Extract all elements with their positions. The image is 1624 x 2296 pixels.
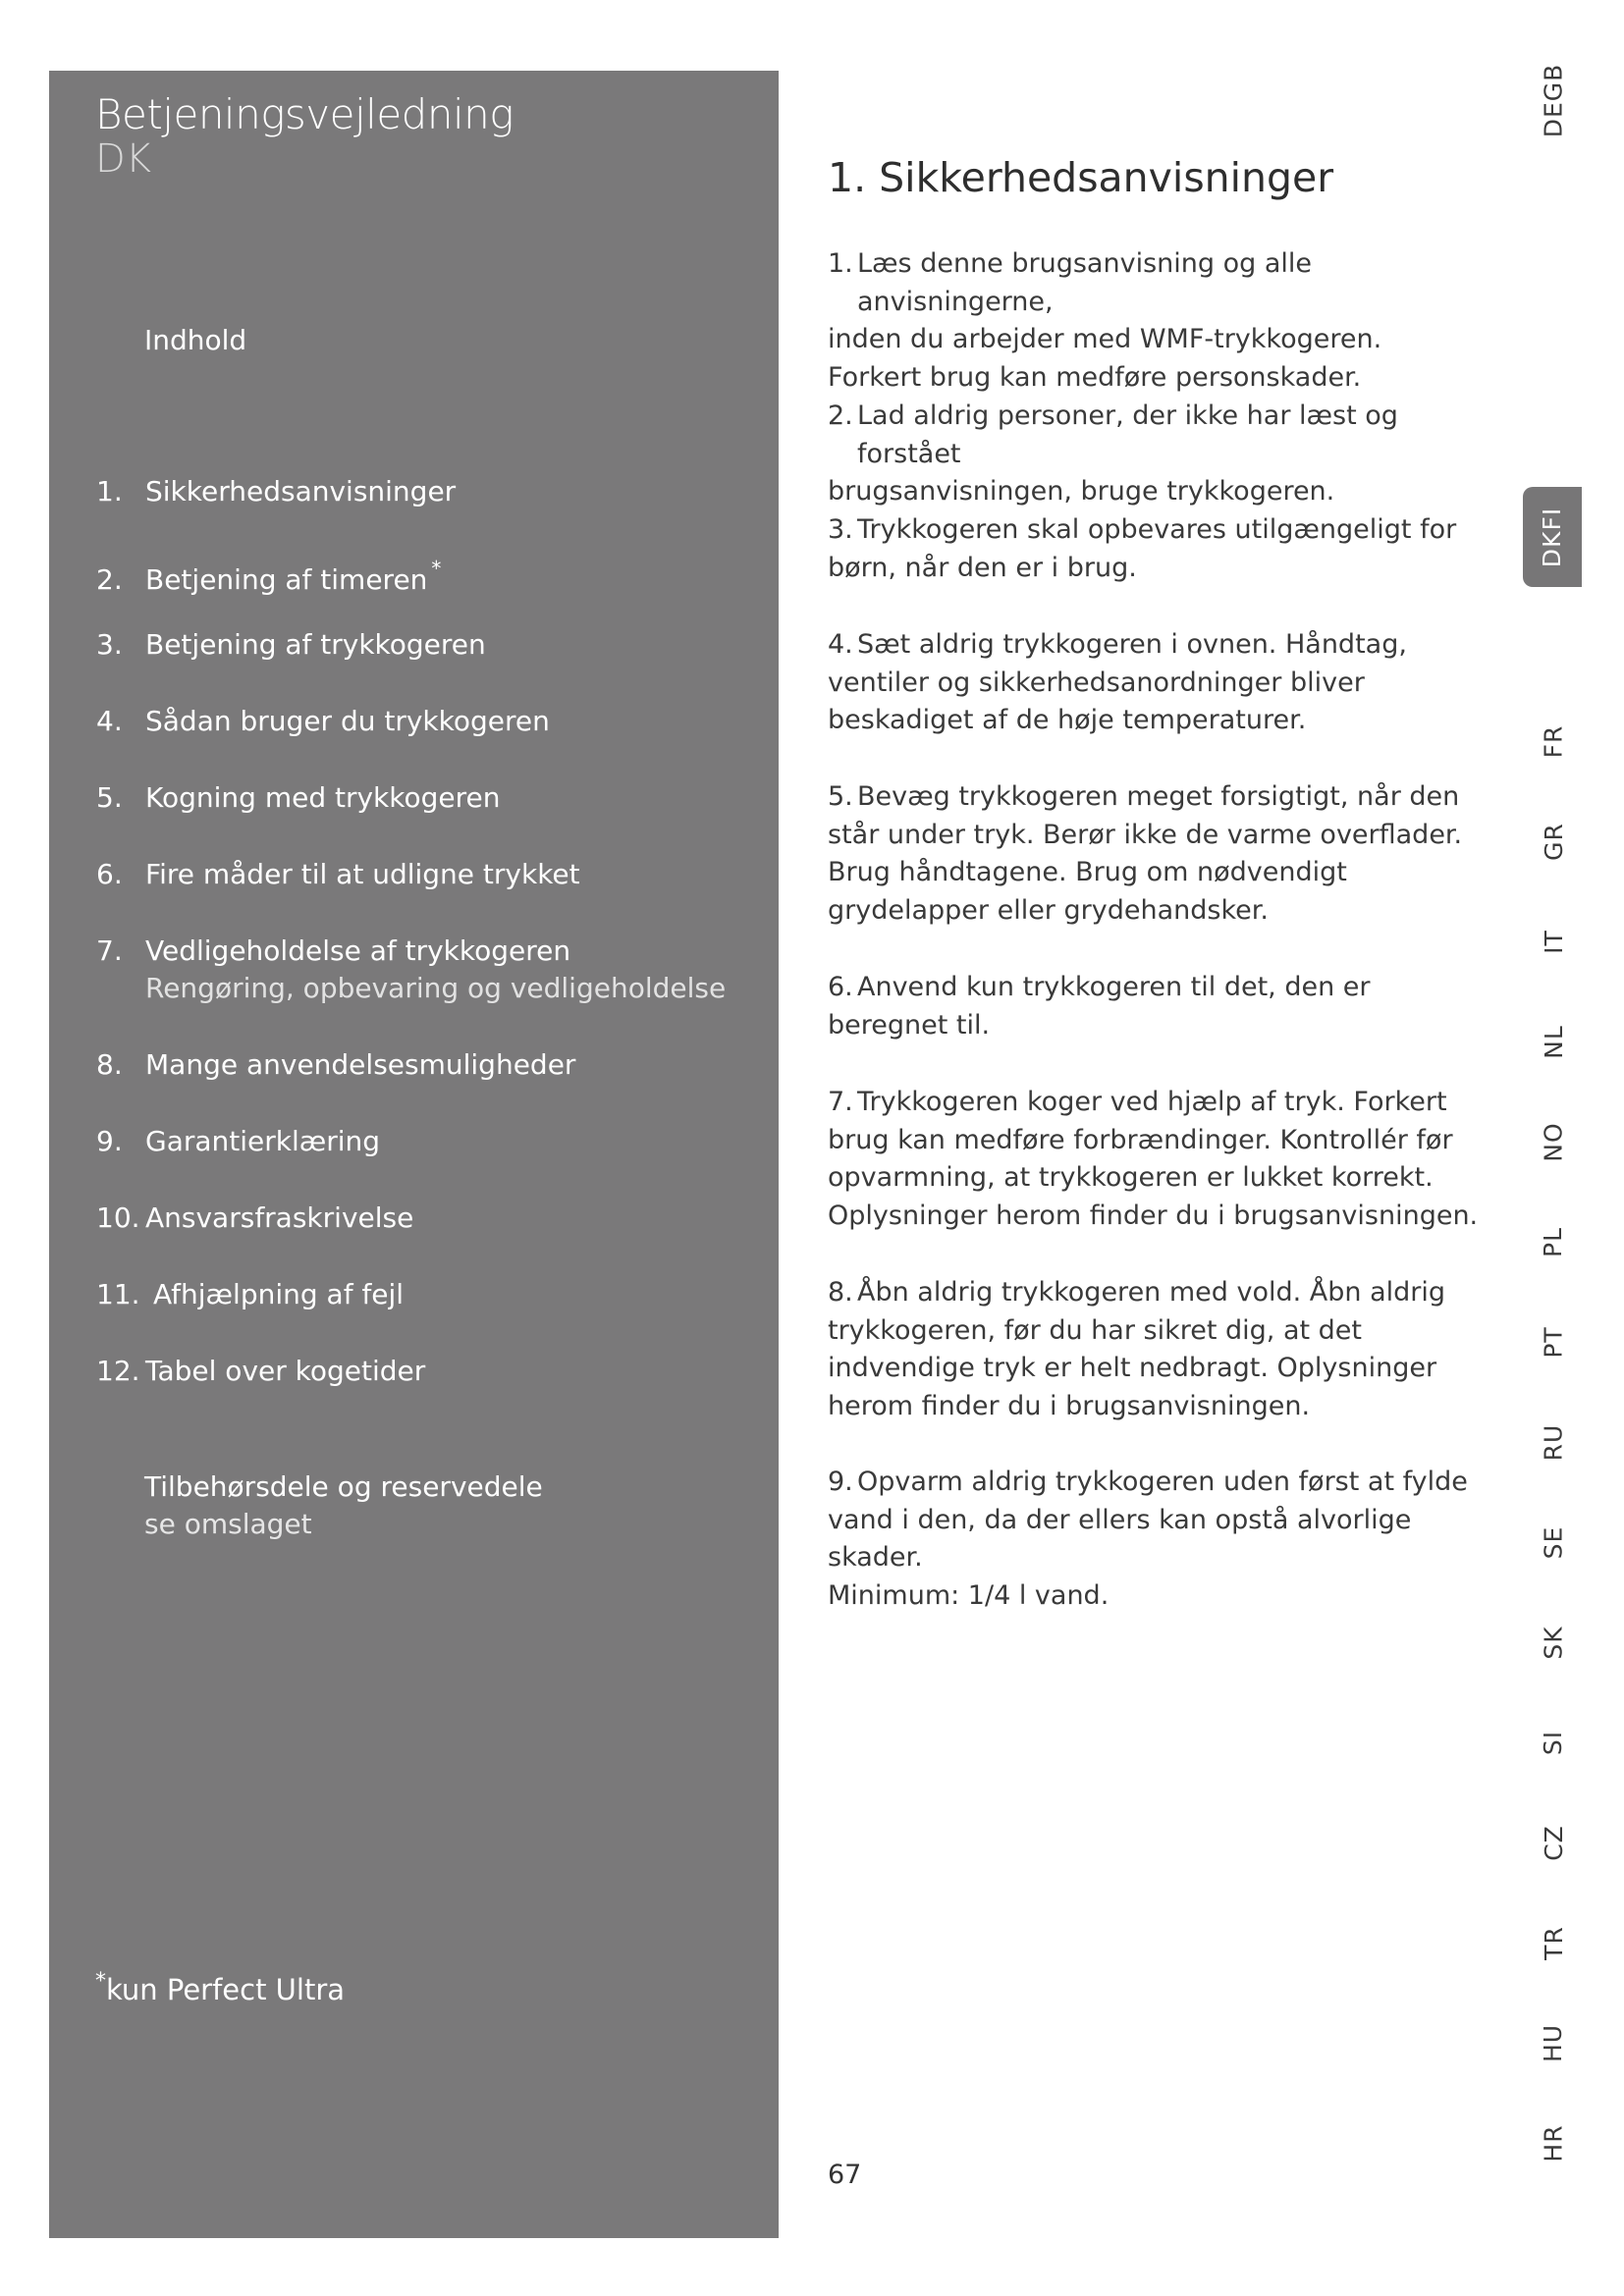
toc-number: 3. [96,628,123,661]
language-tab-degb[interactable] [1532,63,1575,137]
language-tab-pt[interactable] [1532,1312,1575,1371]
item-number: 4. [828,629,853,660]
toc-item[interactable] [96,1276,404,1313]
toc-label: Garantierklæring [145,1125,381,1157]
toc-label: Afhjælpning af fejl [153,1278,405,1310]
toc-label: Kogning med trykkogeren [145,781,501,814]
language-tab-fr[interactable] [1532,712,1575,771]
language-label: HR [1539,2123,1568,2163]
item-line: Anvend kun trykkogeren til det, den er [857,972,1371,1002]
language-tab-it[interactable] [1532,912,1575,971]
footnote [95,1969,345,2006]
toc-label: Vedligeholdelse af trykkogeren [145,934,571,967]
toc-item[interactable] [96,856,580,893]
item-line: trykkogeren, før du har sikret dig, at det [828,1314,1363,1346]
toc-label: Fire måder til at udligne trykket [145,858,580,890]
item-line: Lad aldrig personer, der ikke har læst og forstået [857,400,1398,469]
toc-label: Sådan bruger du trykkogeren [145,705,550,737]
accessories-sublabel: se omslaget [144,1508,312,1540]
item-number: 6. [828,972,853,1002]
footnote-text: kun Perfect Ultra [106,1973,346,2006]
language-label: SK [1539,1625,1568,1660]
item-line: inden du arbejder med WMF-trykkogeren. [828,324,1382,354]
item-number: 1. [828,248,853,279]
toc-label: Ansvarsfraskrivelse [145,1201,414,1234]
toc-number: 10. [96,1201,140,1234]
item-line: ventiler og sikkerhedsanordninger bliver [828,667,1365,698]
language-tab-ru[interactable] [1532,1413,1575,1471]
item-line: indvendige tryk er helt nedbragt. Oplysninger [828,1353,1437,1383]
language-label: IT [1539,929,1568,954]
item-number: 3. [828,514,853,545]
toc-number: 2. [96,563,123,596]
toc-item[interactable] [96,779,500,817]
language-tab-hu[interactable] [1532,2013,1575,2072]
language-tab-nl[interactable] [1532,1012,1575,1071]
footnote-marker: * [431,557,442,580]
language-tab-gr[interactable] [1532,812,1575,871]
language-tab-tr[interactable] [1532,1913,1575,1972]
accessories-note [144,1468,543,1543]
toc-label: Mange anvendelsesmuligheder [145,1048,576,1081]
toc-item[interactable] [96,1046,575,1084]
toc-number: 1. [96,475,123,507]
toc-item[interactable] [96,626,486,664]
language-tab-hr[interactable] [1532,2113,1575,2172]
list-item [828,245,1495,397]
item-line: Oplysninger herom finder du i brugsanvisningen. [828,1200,1479,1231]
list-item [828,1464,1495,1615]
language-tab-pl[interactable] [1532,1212,1575,1271]
list-item [828,511,1495,587]
language-label: CZ [1539,1824,1568,1861]
language-label: SI [1539,1730,1568,1755]
item-line: Sæt aldrig trykkogeren i ovnen. Håndtag, [857,629,1407,660]
toc-item[interactable] [96,933,726,1007]
language-label: NL [1539,1024,1568,1059]
language-label: SE [1539,1525,1568,1559]
toc-number: 8. [96,1048,123,1081]
item-line: opvarmning, at trykkogeren er lukket korrekt. [828,1162,1434,1193]
language-label: HU [1539,2023,1568,2062]
toc-item[interactable] [96,1200,413,1237]
toc-number: 11. [96,1278,140,1310]
language-tab-se[interactable] [1532,1513,1575,1572]
toc-item[interactable] [96,1353,425,1390]
toc-item[interactable] [96,1123,380,1160]
table-of-contents [0,0,730,2296]
list-item [828,398,1495,511]
item-line: Åbn aldrig trykkogeren med vold. Åbn aldrig [857,1277,1446,1308]
item-line: brug kan medføre forbrændinger. Kontrollér før [828,1124,1453,1155]
section-title: 1. Sikkerhedsanvisninger [828,154,1334,201]
language-label: RU [1539,1423,1568,1461]
item-line: Forkert brug kan medføre personskader. [828,361,1362,393]
language-tab-si[interactable] [1532,1713,1575,1772]
item-line: Minimum: 1/4 l vand. [828,1579,1110,1611]
toc-label: Sikkerhedsanvisninger [145,475,457,507]
toc-sublabel: Rengøring, opbevaring og vedligeholdelse [145,972,727,1004]
toc-heading: Indhold [144,324,247,356]
list-item [828,778,1495,930]
item-line: Bevæg trykkogeren meget forsigtigt, når den [857,781,1460,812]
item-line: brugsanvisningen, bruge trykkogeren. [828,476,1335,507]
language-tab-no[interactable] [1532,1112,1575,1171]
item-number: 2. [828,400,853,431]
list-item [828,626,1495,740]
page-number: 67 [828,2160,862,2190]
item-number: 9. [828,1467,853,1497]
item-line: står under tryk. Berør ikke de varme overflader. [828,819,1463,850]
toc-label: Betjening af timeren [145,563,428,596]
item-line: Trykkogeren skal opbevares utilgængeligt for [857,514,1457,545]
item-line: herom finder du i brugsanvisningen. [828,1390,1311,1421]
toc-item[interactable] [96,550,441,599]
toc-number: 12. [96,1355,140,1387]
toc-label: Tabel over kogetider [145,1355,426,1387]
item-line: Læs denne brugsanvisning og alle anvisningerne, [857,248,1312,317]
toc-number: 6. [96,858,123,890]
item-number: 5. [828,781,853,812]
item-number: 7. [828,1087,853,1117]
item-line: Trykkogeren koger ved hjælp af tryk. Forkert [857,1087,1447,1117]
toc-item[interactable] [96,473,456,510]
item-number: 8. [828,1277,853,1308]
language-label: GR [1539,822,1568,861]
toc-item[interactable] [96,703,550,740]
language-label: NO [1539,1121,1568,1162]
toc-number: 5. [96,781,123,814]
item-line: børn, når den er i brug. [828,552,1137,583]
footnote-star: * [95,1969,106,1994]
language-label: DKFI [1538,507,1567,567]
document-language: DK [95,136,152,182]
item-line: Brug håndtagene. Brug om nødvendigt [828,857,1347,887]
language-label: PT [1539,1325,1568,1359]
item-line: beskadiget af de høje temperaturer. [828,705,1307,735]
toc-number: 7. [96,934,123,967]
item-line: beregnet til. [828,1009,991,1041]
language-label: FR [1539,724,1568,758]
document-title: Betjeningsvejledning [95,90,514,138]
language-label: DEGB [1539,63,1568,137]
item-line: grydelapper eller grydehandsker. [828,894,1269,926]
language-tab-dkfi[interactable] [1523,487,1582,587]
item-line: skader. [828,1542,923,1573]
toc-number: 9. [96,1125,123,1157]
accessories-label: Tilbehørsdele og reservedele [144,1470,543,1503]
language-label: PL [1539,1226,1568,1257]
list-item [828,969,1495,1044]
language-tab-sk[interactable] [1532,1613,1575,1672]
toc-label: Betjening af trykkogeren [145,628,486,661]
list-item [828,1084,1495,1235]
list-item [828,1274,1495,1425]
item-line: vand i den, da der ellers kan opstå alvorlige [828,1504,1412,1535]
toc-number: 4. [96,705,123,737]
item-line: Opvarm aldrig trykkogeren uden først at fylde [857,1467,1468,1497]
language-label: TR [1539,1925,1568,1960]
language-tab-cz[interactable] [1532,1813,1575,1872]
